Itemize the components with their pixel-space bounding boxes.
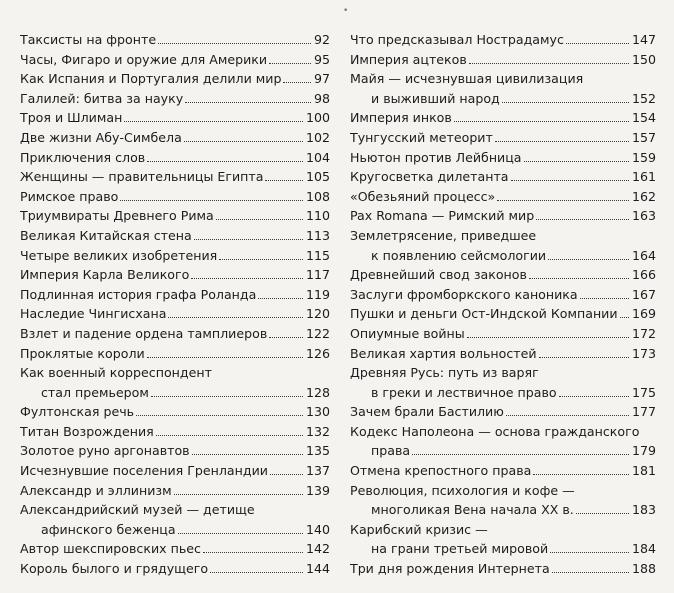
dot-leader [550, 552, 629, 553]
dot-leader [191, 278, 303, 279]
dot-leader [258, 298, 303, 299]
toc-page-number: 104 [305, 149, 330, 165]
toc-entry-line [20, 265, 330, 285]
toc-page-number: 119 [305, 286, 330, 302]
toc-entry [350, 30, 656, 50]
toc-entry-line [20, 344, 330, 364]
toc-entry-line [20, 206, 330, 226]
toc-entry [350, 50, 656, 70]
toc-entry-line [20, 324, 330, 344]
toc-entry-line [350, 30, 656, 50]
toc-entry-title: Римское право [20, 188, 119, 204]
toc-entry [350, 206, 656, 226]
toc-entry-line [350, 285, 656, 305]
dot-leader [136, 415, 303, 416]
toc-page-number: 166 [631, 267, 656, 283]
toc-page-number: 95 [313, 51, 330, 67]
toc-entry [350, 481, 656, 520]
dot-leader [511, 180, 629, 181]
toc-page-number: 117 [305, 267, 330, 283]
toc-page-number: 92 [313, 32, 330, 47]
toc-entry-line [350, 520, 656, 540]
dot-leader [576, 513, 629, 514]
toc-entry [20, 148, 330, 168]
toc-page-number: 142 [305, 541, 330, 557]
toc-entry [20, 500, 330, 539]
dot-leader [158, 43, 311, 44]
toc-entry-line [350, 187, 656, 207]
dot-leader [454, 121, 629, 122]
toc-page-number: 173 [631, 345, 656, 361]
toc-entry-line [350, 500, 656, 520]
toc-entry-line [350, 304, 656, 324]
toc-entry-title: Взлет и падение ордена тамплиеров [20, 325, 268, 341]
toc-page-number: 147 [631, 32, 656, 47]
toc-entry-title: Империя инков [350, 110, 452, 126]
toc-page-number: 130 [305, 404, 330, 420]
dot-leader [620, 317, 629, 318]
toc-entry-title: в греки и лествичное право [371, 384, 557, 400]
toc-entry-title: к появлению сейсмологии [371, 247, 547, 263]
dot-leader [219, 259, 303, 260]
toc-entry-title: Что предсказывал Нострадамус [350, 32, 564, 47]
toc-page-number: 172 [631, 325, 656, 341]
toc-entry-title: Опиумные войны [350, 325, 465, 341]
dot-leader [467, 337, 629, 338]
toc-entry [20, 422, 330, 442]
toc-entry-title: Великая Китайская стена [20, 227, 192, 243]
toc-page-number: 100 [305, 110, 330, 126]
toc-page-number: 175 [631, 384, 656, 400]
toc-entry-title: Титан Возрождения [20, 423, 154, 439]
toc-entry-line [20, 422, 330, 442]
toc-entry [350, 265, 656, 285]
toc-entry [350, 226, 656, 265]
toc-page-number: 139 [305, 482, 330, 498]
dot-leader [533, 474, 629, 475]
toc-entry-line [350, 167, 656, 187]
toc-entry-line [20, 461, 330, 481]
toc-entry-title: Майя — исчезнувшая цивилизация [350, 71, 584, 87]
toc-entry [350, 304, 656, 324]
toc-entry [20, 363, 330, 402]
toc-entry-title: Отмена крепостного права [350, 463, 532, 479]
toc-entry-line [20, 383, 330, 403]
toc-entry-title: Кругосветка дилетанта [350, 169, 509, 185]
toc-entry [20, 559, 330, 579]
toc-entry-title: Древнейший свод законов [350, 267, 527, 283]
toc-entry [20, 324, 330, 344]
dot-leader [168, 317, 303, 318]
dot-leader [203, 552, 303, 553]
dot-leader [536, 219, 629, 220]
toc-entry-title: Фултонская речь [20, 404, 135, 420]
toc-entry-line [20, 500, 330, 520]
toc-entry [350, 461, 656, 481]
toc-entry [20, 226, 330, 246]
toc-page-number: 179 [631, 443, 656, 459]
toc-entry-title: Четыре великих изобретения [20, 247, 218, 263]
toc-entry-line [350, 559, 656, 579]
toc-entry [350, 285, 656, 305]
toc-entry-title: права [371, 443, 411, 459]
toc-page-number: 132 [305, 423, 330, 439]
toc-entry [20, 89, 330, 109]
toc-entry [20, 167, 330, 187]
toc-entry-title: Пушки и деньги Ост-Индской Компании [350, 306, 618, 322]
toc-page-number: 140 [305, 521, 330, 537]
toc-entry-title: Ньютон против Лейбница [350, 149, 522, 165]
toc-page-number: 167 [631, 286, 656, 302]
toc-entry-title: Наследие Чингисхана [20, 306, 167, 322]
toc-entry [20, 246, 330, 266]
toc-entry [20, 206, 330, 226]
toc-entry [350, 520, 656, 559]
toc-entry-title: Автор шекспировских пьес [20, 541, 201, 557]
dot-leader [269, 337, 303, 338]
toc-entry [350, 559, 656, 579]
toc-page-number: 152 [631, 90, 656, 106]
toc-entry-title: Древняя Русь: путь из варяг [350, 365, 539, 381]
dot-leader [552, 572, 629, 573]
toc-entry-line [350, 363, 656, 383]
dot-leader [147, 161, 303, 162]
toc-entry [350, 344, 656, 364]
dot-leader [495, 141, 629, 142]
toc-entry-line [350, 324, 656, 344]
toc-entry-line [350, 402, 656, 422]
toc-entry [20, 187, 330, 207]
toc-entry-title: Землетрясение, приведшее [350, 227, 537, 243]
toc-entry-line [350, 539, 656, 559]
toc-entry-line [20, 402, 330, 422]
toc-entry [20, 108, 330, 128]
toc-entry [20, 344, 330, 364]
toc-page-number: 108 [305, 188, 330, 204]
dot-leader [265, 180, 302, 181]
toc-page-number: 102 [305, 129, 330, 145]
toc-column-right [350, 30, 656, 579]
toc-entry-line [20, 50, 330, 70]
toc-entry-title: Заслуги фромборкского каноника [350, 286, 578, 302]
dot-leader [178, 533, 303, 534]
toc-entry-title: «Обезьяний процесс» [350, 188, 496, 204]
toc-entry-title: Женщины — правительницы Египта [20, 169, 264, 185]
toc-entry-title: Троя и Шлиман [20, 110, 123, 126]
toc-column-left [20, 30, 330, 579]
dot-leader [539, 357, 629, 358]
dot-leader [192, 454, 303, 455]
toc-entry-line [20, 481, 330, 501]
toc-entry-line [20, 520, 330, 540]
toc-entry-title: Карибский кризис — [350, 521, 488, 537]
dot-leader [270, 474, 303, 475]
toc-entry-line [20, 187, 330, 207]
dot-leader [502, 102, 629, 103]
toc-entry-title: Триумвираты Древнего Рима [20, 208, 214, 224]
toc-entry-line [20, 441, 330, 461]
toc-page-number: 188 [631, 561, 656, 577]
toc-entry-line [350, 69, 656, 89]
toc-entry-title: Галилей: битва за науку [20, 90, 184, 106]
toc-entry-title: Великая хартия вольностей [350, 345, 537, 361]
toc-page-number: 98 [313, 90, 330, 106]
dot-leader [147, 357, 303, 358]
toc-page-number: 181 [631, 463, 656, 479]
toc-page-number: 154 [631, 110, 656, 126]
dot-leader [559, 396, 629, 397]
toc-entry-title: на грани третьей мировой [371, 541, 549, 557]
toc-entry-title: Империя Карла Великого [20, 267, 190, 283]
toc-entry [350, 402, 656, 422]
toc-entry-line [350, 344, 656, 364]
toc-page-number: 128 [305, 384, 330, 400]
toc-entry-line [20, 30, 330, 50]
toc-entry-line [20, 285, 330, 305]
toc-entry [20, 539, 330, 559]
toc-entry-title: Две жизни Абу-Симбела [20, 129, 182, 145]
toc-entry-title: стал премьером [41, 384, 149, 400]
toc-entry [350, 167, 656, 187]
toc-entry-line [20, 363, 330, 383]
toc-entry-line [20, 69, 330, 89]
toc-entry-line [20, 167, 330, 187]
toc-page-number: 183 [631, 502, 656, 518]
toc-entry [350, 108, 656, 128]
toc-entry [350, 324, 656, 344]
toc-entry [20, 285, 330, 305]
dot-leader [156, 435, 303, 436]
toc-entry [350, 128, 656, 148]
toc-entry [20, 481, 330, 501]
toc-page-number: 157 [631, 129, 656, 145]
dot-leader [524, 161, 629, 162]
dot-leader [124, 121, 303, 122]
toc-entry-line [20, 108, 330, 128]
dot-leader [497, 200, 629, 201]
toc-page-number: 162 [631, 188, 656, 204]
toc-entry [20, 128, 330, 148]
toc-entry-title: Как Испания и Португалия делили мир [20, 71, 282, 87]
toc-entry-line [350, 108, 656, 128]
dot-leader [469, 63, 629, 64]
toc-entry-title: Империя ацтеков [350, 51, 467, 67]
toc-entry-line [350, 89, 656, 109]
toc-page-number: 105 [305, 169, 330, 185]
toc-entry-line [350, 441, 656, 461]
toc-entry-line [20, 539, 330, 559]
toc-entry [350, 69, 656, 108]
toc-entry-title: Часы, Фигаро и оружие для Америки [20, 51, 268, 67]
toc-entry-title: Исчезнувшие поселения Гренландии [20, 463, 268, 479]
toc-entry-title: Зачем брали Бастилию [350, 404, 504, 420]
toc-entry-title: Таксисты на фронте [20, 32, 157, 47]
toc-entry [20, 30, 330, 50]
toc-entry-line [20, 304, 330, 324]
dot-leader [269, 63, 311, 64]
toc-entry-line [20, 148, 330, 168]
toc-entry [20, 265, 330, 285]
toc-page-number: 150 [631, 51, 656, 67]
dot-leader [194, 239, 303, 240]
toc-entry [20, 461, 330, 481]
toc-entry-title: Pax Romana — Римский мир [350, 208, 535, 224]
toc-entry-line [20, 226, 330, 246]
toc-page-number: 169 [631, 306, 656, 322]
toc-entry-title: Тунгусский метеорит [350, 129, 493, 145]
dot-leader [120, 200, 303, 201]
toc-page-number: 144 [305, 561, 330, 577]
toc-page-number: 163 [631, 208, 656, 224]
toc-page-number: 97 [313, 71, 330, 87]
toc-entry-line [350, 422, 656, 442]
toc-entry-line [350, 128, 656, 148]
toc-entry-line [20, 128, 330, 148]
toc-entry-line [350, 50, 656, 70]
toc-entry-title: Кодекс Наполеона — основа гражданского [350, 423, 640, 439]
toc-entry-title: афинского беженца [41, 521, 176, 537]
toc-entry-line [350, 148, 656, 168]
toc-entry-line [350, 383, 656, 403]
dot-leader [185, 102, 311, 103]
toc-page-number: 110 [305, 208, 330, 224]
toc-entry [20, 69, 330, 89]
toc-entry [20, 441, 330, 461]
toc-entry-title: и выживший народ [371, 90, 500, 106]
dot-leader [529, 278, 629, 279]
toc-entry-line [20, 246, 330, 266]
toc-entry-title: Александр и эллинизм [20, 482, 172, 498]
toc-entry [350, 422, 656, 461]
toc-page-number: 113 [305, 227, 330, 243]
dot-leader [151, 396, 303, 397]
toc-page-number: 122 [305, 325, 330, 341]
dot-leader [566, 43, 629, 44]
toc-entry-title: Золотое руно аргонавтов [20, 443, 190, 459]
toc-entry-line [350, 206, 656, 226]
toc-entry-title: Проклятые короли [20, 345, 145, 361]
toc-entry-title: многоликая Вена начала XX в. [371, 502, 574, 518]
toc-entry-line [350, 265, 656, 285]
toc-entry-line [350, 246, 656, 266]
toc-entry-title: Приключения слов [20, 149, 146, 165]
dot-leader [283, 82, 311, 83]
dot-leader [412, 454, 629, 455]
toc-page-number: 115 [305, 247, 330, 263]
dot-leader [216, 219, 303, 220]
dot-leader [506, 415, 629, 416]
toc-entry-line [350, 226, 656, 246]
dot-leader [210, 572, 303, 573]
toc-entry-title: Король былого и грядущего [20, 561, 209, 577]
dot-leader [548, 259, 629, 260]
page-mark: • [343, 6, 349, 16]
toc-entry-line [20, 89, 330, 109]
toc-entry [20, 304, 330, 324]
toc-page-number: 120 [305, 306, 330, 322]
toc-entry-line [350, 481, 656, 501]
toc-entry-title: Три дня рождения Интернета [350, 561, 550, 577]
toc-entry [350, 148, 656, 168]
toc-page-number: 184 [631, 541, 656, 557]
toc-page-number: 137 [305, 463, 330, 479]
toc-entry [20, 402, 330, 422]
toc-entry-title: Революция, психология и кофе — [350, 482, 575, 498]
dot-leader [184, 141, 303, 142]
toc-entry-line [350, 461, 656, 481]
dot-leader [174, 494, 303, 495]
toc-page-number: 177 [631, 404, 656, 420]
toc-page-number: 135 [305, 443, 330, 459]
toc-page-number: 126 [305, 345, 330, 361]
toc-page-number: 159 [631, 149, 656, 165]
toc-page-number: 161 [631, 169, 656, 185]
toc-entry [350, 187, 656, 207]
toc-entry [20, 50, 330, 70]
dot-leader [580, 298, 629, 299]
toc-entry-line [20, 559, 330, 579]
toc-entry-title: Как военный корреспондент [20, 365, 212, 381]
toc-entry-title: Подлинная история графа Роланда [20, 286, 257, 302]
toc-entry-title: Александрийский музей — детище [20, 502, 255, 518]
toc-page-number: 164 [631, 247, 656, 263]
toc-entry [350, 363, 656, 402]
